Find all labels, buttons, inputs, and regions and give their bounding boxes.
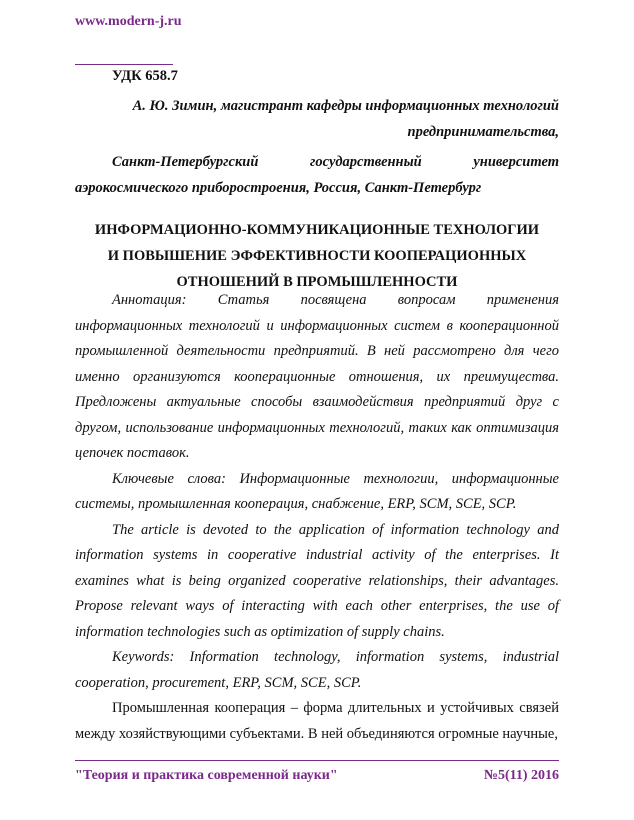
article-title (75, 217, 559, 295)
university-word: Санкт-Петербургский (112, 154, 259, 170)
udk-code: УДК 658.7 (112, 68, 178, 84)
abstract-ru: Аннотация: Статья посвящена вопросам применения информационных технологий и информационных систем в кооперационной промышленной деятельности предприятий. В ней рассмотрено для чего именно организуются кооперационные отношения, их преимущества. Предложены актуальные способы взаимодействия предприятий друг с другом, использование информационных технологий, таких как оптимизация цепочек поставок. (75, 292, 559, 461)
body-paragraph: Промышленная кооперация – форма длительных и устойчивых связей между хозяйствующими субъектами. В ней объединяются огромные научные, (75, 700, 559, 742)
university-word: государственный (310, 154, 422, 170)
title-line: ИНФОРМАЦИОННО-КОММУНИКАЦИОННЫЕ ТЕХНОЛОГИИ (94, 222, 540, 238)
keywords-en: Keywords: Information technology, information systems, industrial cooperation, procurement, ERP, SCM, SCE, SCP. (75, 649, 559, 691)
university-line-1 (112, 154, 559, 171)
journal-name: "Теория и практика современной науки" (75, 768, 338, 783)
abstract-en: The article is devoted to the application of information technology and information systems in cooperative industrial activity of the enterprises. It examines what is being organized cooperative relationships, their advantages. Propose relevant ways of interacting with each other enterprises, the use of information technologies such as optimization of supply chains. (75, 521, 559, 640)
title-line: И ПОВЫШЕНИЕ ЭФФЕКТИВНОСТИ КООПЕРАЦИОННЫХ (107, 248, 527, 264)
author-line-1: А. Ю. Зимин, магистрант кафедры информационных технологий (132, 98, 559, 114)
footer-divider (75, 760, 559, 761)
university-line-2: аэрокосмического приборостроения, Россия, Санкт-Петербург (75, 180, 482, 196)
article-body (75, 288, 559, 747)
title-line: ОТНОШЕНИЙ В ПРОМЫШЛЕННОСТИ (176, 274, 458, 290)
keywords-ru: Ключевые слова: Информационные технологии, информационные системы, промышленная кооперация, снабжение, ERP, SCM, SCE, SCP. (75, 470, 559, 512)
issue-number: №5(11) 2016 (483, 768, 559, 783)
site-link[interactable]: www.modern-j.ru (75, 14, 182, 29)
author-line-2: предпринимательства, (407, 124, 559, 140)
header-divider (75, 64, 173, 65)
university-word: университет (473, 154, 559, 170)
